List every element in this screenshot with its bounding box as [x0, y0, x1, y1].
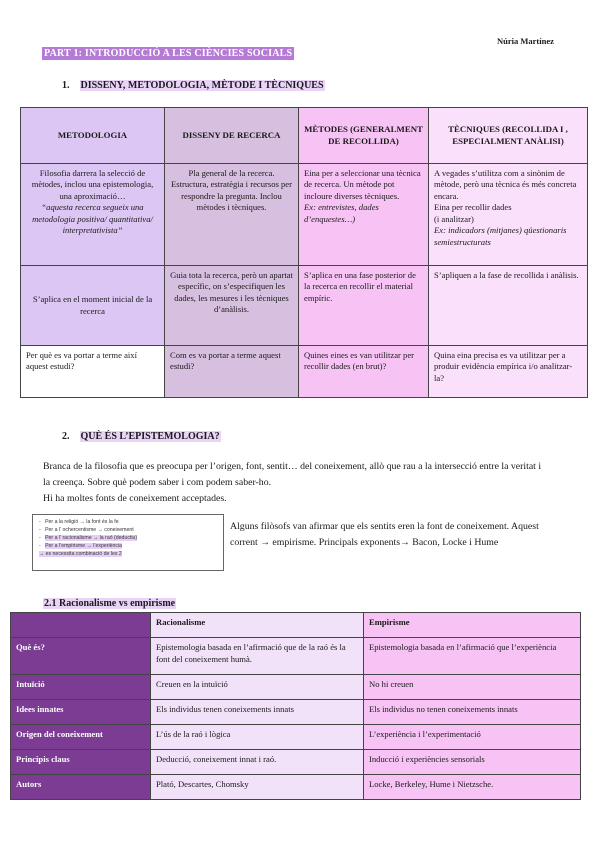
header-tecniques: TÈCNIQUES (RECOLLIDA I , ESPECIALMENT ANÀLISI): [429, 108, 588, 164]
section-2-1-title: 2.1 Racionalisme vs empirisme: [44, 598, 176, 609]
cell-metodologia-when: S’aplica en el moment inicial de la recerca: [21, 266, 165, 346]
row-label: Intuïció: [11, 675, 151, 700]
row-label: Idees innates: [11, 700, 151, 725]
cell-empirisme: No hi creuen: [364, 675, 581, 700]
paragraph-sources: Hi ha moltes fonts de coneixement acceptades.: [43, 493, 227, 504]
section-1-title: DISSENY, METODOLOGIA, MÈTODE I TÈCNIQUES: [80, 80, 324, 91]
table-row: [21, 164, 588, 266]
corner-cell: [11, 613, 151, 638]
cell-example: “aquesta recerca segueix una metodologia positiva/ quantitativa/ interpretativista”: [32, 202, 153, 236]
cell-tecniques-question: Quina eina precisa es va utilitzar per a produir evidència empírica i/o analitzar-la?: [429, 346, 588, 398]
paragraph-epistemology-def: Branca de la filosofia que es preocupa per l’origen, font, sentit… del coneixement, allò que rau a la intersecció entre la veritat i la creença. Sobre què podem saber i com podem saber-ho.: [43, 461, 542, 488]
section-2-title: QUÈ ÉS L’EPISTEMOLOGIA?: [80, 431, 220, 442]
cell-empirisme: L’experiència i l’experimentació: [364, 725, 581, 750]
header-metodologia: METODOLOGIA: [21, 108, 165, 164]
image-line: - Per a l’empirisme → l’experiència: [39, 543, 123, 550]
cell-disseny-question: Com es va portar a terme aquest estudi?: [165, 346, 299, 398]
table-row: [11, 775, 581, 800]
methodology-table: [20, 107, 588, 398]
table-row: [21, 266, 588, 346]
table-row: [11, 700, 581, 725]
row-label: Principis claus: [11, 750, 151, 775]
table-row: [11, 638, 581, 675]
cell-example: Ex: entrevistes, dades d’enquestes…): [304, 202, 379, 224]
cell-metodes-question: Quines eines es van utilitzar per recollir dades (en brut)?: [299, 346, 429, 398]
cell-racionalisme: Creuen en la intuïció: [151, 675, 364, 700]
cell-tecniques-when: S’apliquen a la fase de recollida i anàlisis.: [429, 266, 588, 346]
header-metodes: MÈTODES (GENERALMENT DE RECOLLIDA): [299, 108, 429, 164]
table-header-row: [11, 613, 581, 638]
cell-racionalisme: Els individus tenen coneixements innats: [151, 700, 364, 725]
table-row: [11, 725, 581, 750]
header-empirisme: Empirisme: [364, 613, 581, 638]
cell-text: Eina per recollir dades: [434, 202, 512, 213]
table-row: [21, 346, 588, 398]
cell-empirisme: Inducció i experiències sensorials: [364, 750, 581, 775]
cell-text: Filosofia darrera la selecció de mètodes, inclou una epistemologia, una aproximació…: [31, 168, 154, 201]
section-2-number: 2.: [62, 431, 70, 442]
cell-disseny-def: Pla general de la recerca. Estructura, estratègia i recursos per respondre la pregunta. Inclou mètodes i tècniques.: [165, 164, 299, 266]
cell-racionalisme: L’ús de la raó i lògica: [151, 725, 364, 750]
author-name: Núria Martínez: [497, 36, 554, 46]
table-row: [11, 750, 581, 775]
cell-disseny-when: Guia tota la recerca, però un apartat específic, on s’especifiquen les dades, les mesures i les tècniques d’anàlisis.: [165, 266, 299, 346]
cell-metodologia-def: [21, 164, 165, 266]
header-racionalisme: Racionalisme: [151, 613, 364, 638]
table-row: [11, 675, 581, 700]
image-line: - Per a la religió → la font és la fe: [39, 519, 119, 525]
cell-empirisme: Els individus no tenen coneixements innats: [364, 700, 581, 725]
section-2-heading: [62, 431, 221, 442]
cell-example: Ex: indicadors (mitjanes) qüestionaris semiestructurats: [434, 225, 567, 247]
image-line: → es necessita combinació de les 2: [39, 551, 122, 558]
section-1-number: 1.: [62, 80, 70, 91]
cell-empirisme: Locke, Berkeley, Hume i Nietzsche.: [364, 775, 581, 800]
section-1-heading: [62, 80, 325, 91]
header-disseny: DISSENY DE RECERCA: [165, 108, 299, 164]
cell-text: A vegades s’utilitza com a sinònim de mètode, però una tècnica és més concreta encara.: [434, 168, 577, 201]
notes-image: [32, 514, 224, 571]
cell-tecniques-def: [429, 164, 588, 266]
cell-racionalisme: Epistemologia basada en l’afirmació que de la raó és la font del coneixement humà.: [151, 638, 364, 675]
cell-racionalisme: Plató, Descartes, Chomsky: [151, 775, 364, 800]
cell-racionalisme: Deducció, coneixement innat i raó.: [151, 750, 364, 775]
row-label: Què és?: [11, 638, 151, 675]
cell-text: Eina per a seleccionar una tècnica de recerca. Un mètode pot incloure diverses tècniques.: [304, 168, 421, 201]
cell-text: (i analitzar): [434, 213, 474, 224]
row-label: Origen del coneixement: [11, 725, 151, 750]
table-header-row: [21, 108, 588, 164]
rationalism-empiricism-table: [10, 612, 581, 800]
empiricism-note: Alguns filòsofs van afirmar que els sentits eren la font de coneixement. Aquest corrent → empirisme. Principals exponents→ Bacon, Locke i Hume: [230, 521, 539, 548]
part-title: PART 1: INTRODUCCIÓ A LES CIÈNCIES SOCIALS: [44, 48, 293, 59]
cell-metodologia-question: Per què es va portar a terme així aquest estudi?: [21, 346, 165, 398]
section-2-1-heading: [43, 598, 176, 609]
row-label: Autors: [11, 775, 151, 800]
cell-empirisme: Epistemologia basada en l’afirmació que l’experiència: [364, 638, 581, 675]
image-line: - Per a l’ racionalisme → la raó (deductiu): [39, 535, 138, 542]
image-line: - Per a l’ ochercentisme → coneixement: [39, 527, 134, 534]
cell-metodes-when: S’aplica en una fase posterior de la recerca en recollir el material empíric.: [299, 266, 429, 346]
cell-metodes-def: [299, 164, 429, 266]
